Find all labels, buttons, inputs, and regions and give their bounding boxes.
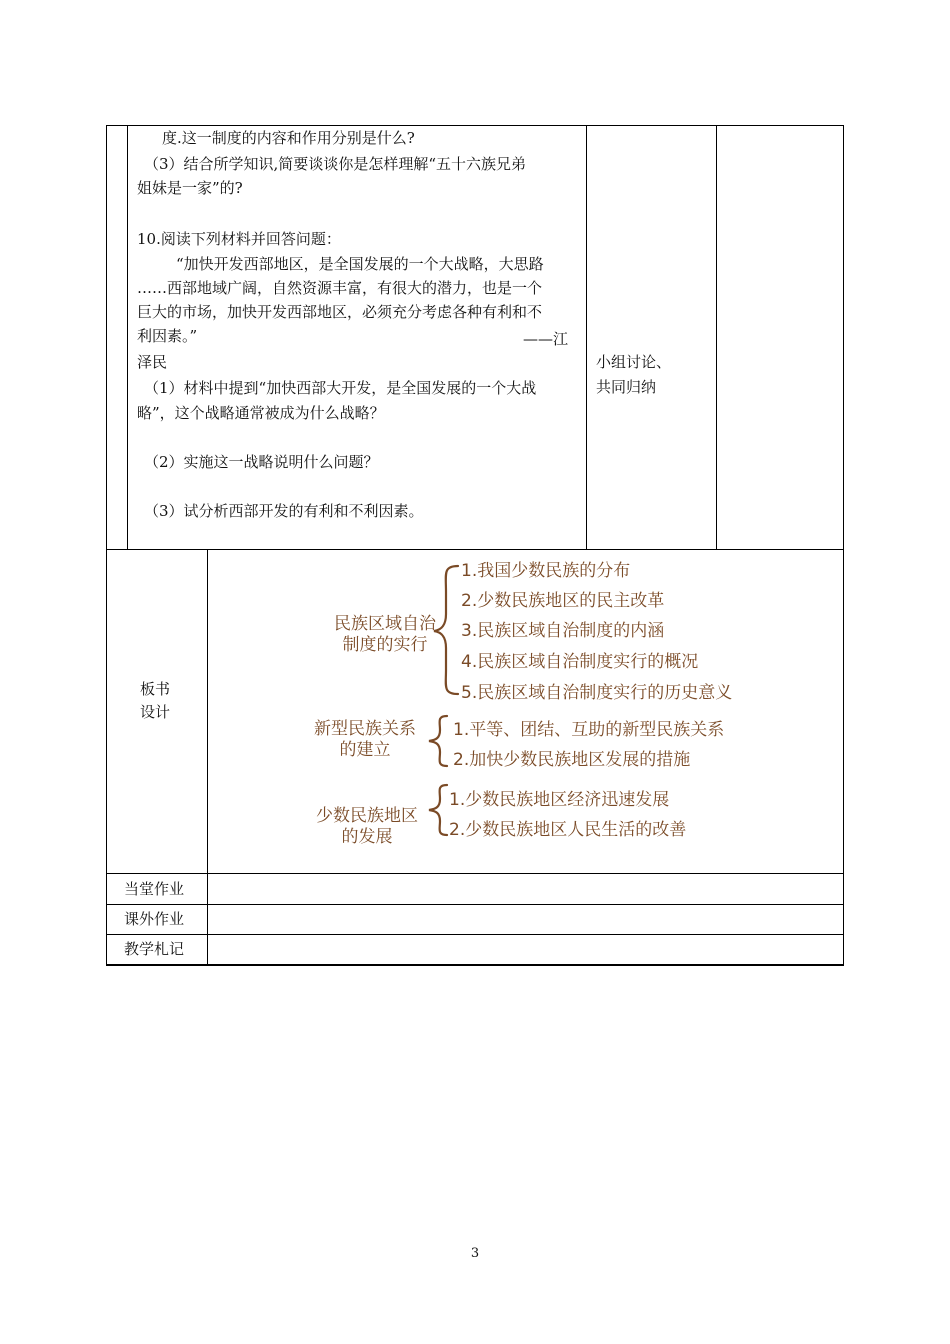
table-row-line [106, 934, 844, 935]
topic-title-line: 制度的实行 [342, 635, 428, 655]
board-label: 板书 [140, 680, 171, 698]
topic-title-line: 新型民族关系 [314, 719, 416, 739]
topic-title-line: 民族区域自治 [334, 614, 436, 634]
board-item: 1.我国少数民族的分布 [461, 561, 631, 581]
table-border-right [843, 125, 844, 965]
question-line: “加快开发西部地区，是全国发展的一个大战略，大思路 [176, 255, 544, 273]
page-number: 3 [470, 1246, 480, 1261]
board-topic-title [300, 719, 430, 761]
table-inner-left-line [127, 125, 128, 550]
topic-title-line: 的建立 [339, 740, 391, 760]
board-item: 2.少数民族地区人民生活的改善 [449, 820, 687, 840]
row-label-homework-class: 当堂作业 [124, 880, 185, 898]
board-label: 设计 [140, 703, 171, 721]
activity-text: 共同归纳 [596, 378, 657, 396]
question-line: 10.阅读下列材料并回答问题： [137, 230, 341, 248]
question-line: 利因素。” [137, 327, 198, 345]
board-item: 1.少数民族地区经济迅速发展 [449, 790, 670, 810]
question-line: ……西部地域广阔，自然资源丰富，有很大的潜力，也是一个 [137, 279, 543, 297]
quote-author: ——江 [523, 330, 569, 348]
board-topic-title [320, 614, 450, 656]
question-line: （3）结合所学知识,简要谈谈你是怎样理解“五十六族兄弟 [144, 155, 526, 173]
brace-shape [429, 716, 447, 766]
board-item: 5.民族区域自治制度实行的历史意义 [461, 683, 733, 703]
board-item: 4.民族区域自治制度实行的概况 [461, 652, 699, 672]
question-line: 姐妹是一家”的? [137, 179, 243, 197]
question-line: 略”，这个战略通常被成为什么战略？ [137, 404, 385, 422]
table-label-col-line [207, 549, 208, 965]
table-col-line [586, 125, 587, 550]
board-item: 2.加快少数民族地区发展的措施 [453, 750, 691, 770]
table-row-line [106, 873, 844, 874]
board-topic-title [302, 806, 432, 848]
table-border-bottom [106, 964, 844, 966]
question-line: 度.这一制度的内容和作用分别是什么? [162, 129, 415, 147]
topic-title-line: 的发展 [341, 827, 393, 847]
question-line: （1）材料中提到“加快西部大开发，是全国发展的一个大战 [144, 379, 537, 397]
board-item: 3.民族区域自治制度的内涵 [461, 621, 665, 641]
table-row-line [106, 549, 844, 550]
row-label-homework-outside: 课外作业 [124, 910, 185, 928]
question-line: 巨大的市场，加快开发西部地区，必须充分考虑各种有利和不 [137, 303, 543, 321]
table-col-line [716, 125, 717, 550]
quote-author: 泽民 [137, 353, 168, 371]
board-item: 2.少数民族地区的民主改革 [461, 591, 665, 611]
table-border-left [106, 125, 107, 965]
activity-text: 小组讨论、 [596, 353, 672, 371]
topic-title-line: 少数民族地区 [316, 806, 418, 826]
table-row-line [106, 904, 844, 905]
question-line: （2）实施这一战略说明什么问题？ [144, 453, 379, 471]
question-line: （3）试分析西部开发的有利和不利因素。 [144, 502, 424, 520]
board-item: 1.平等、团结、互助的新型民族关系 [453, 720, 725, 740]
row-label-teaching-notes: 教学札记 [124, 940, 185, 958]
